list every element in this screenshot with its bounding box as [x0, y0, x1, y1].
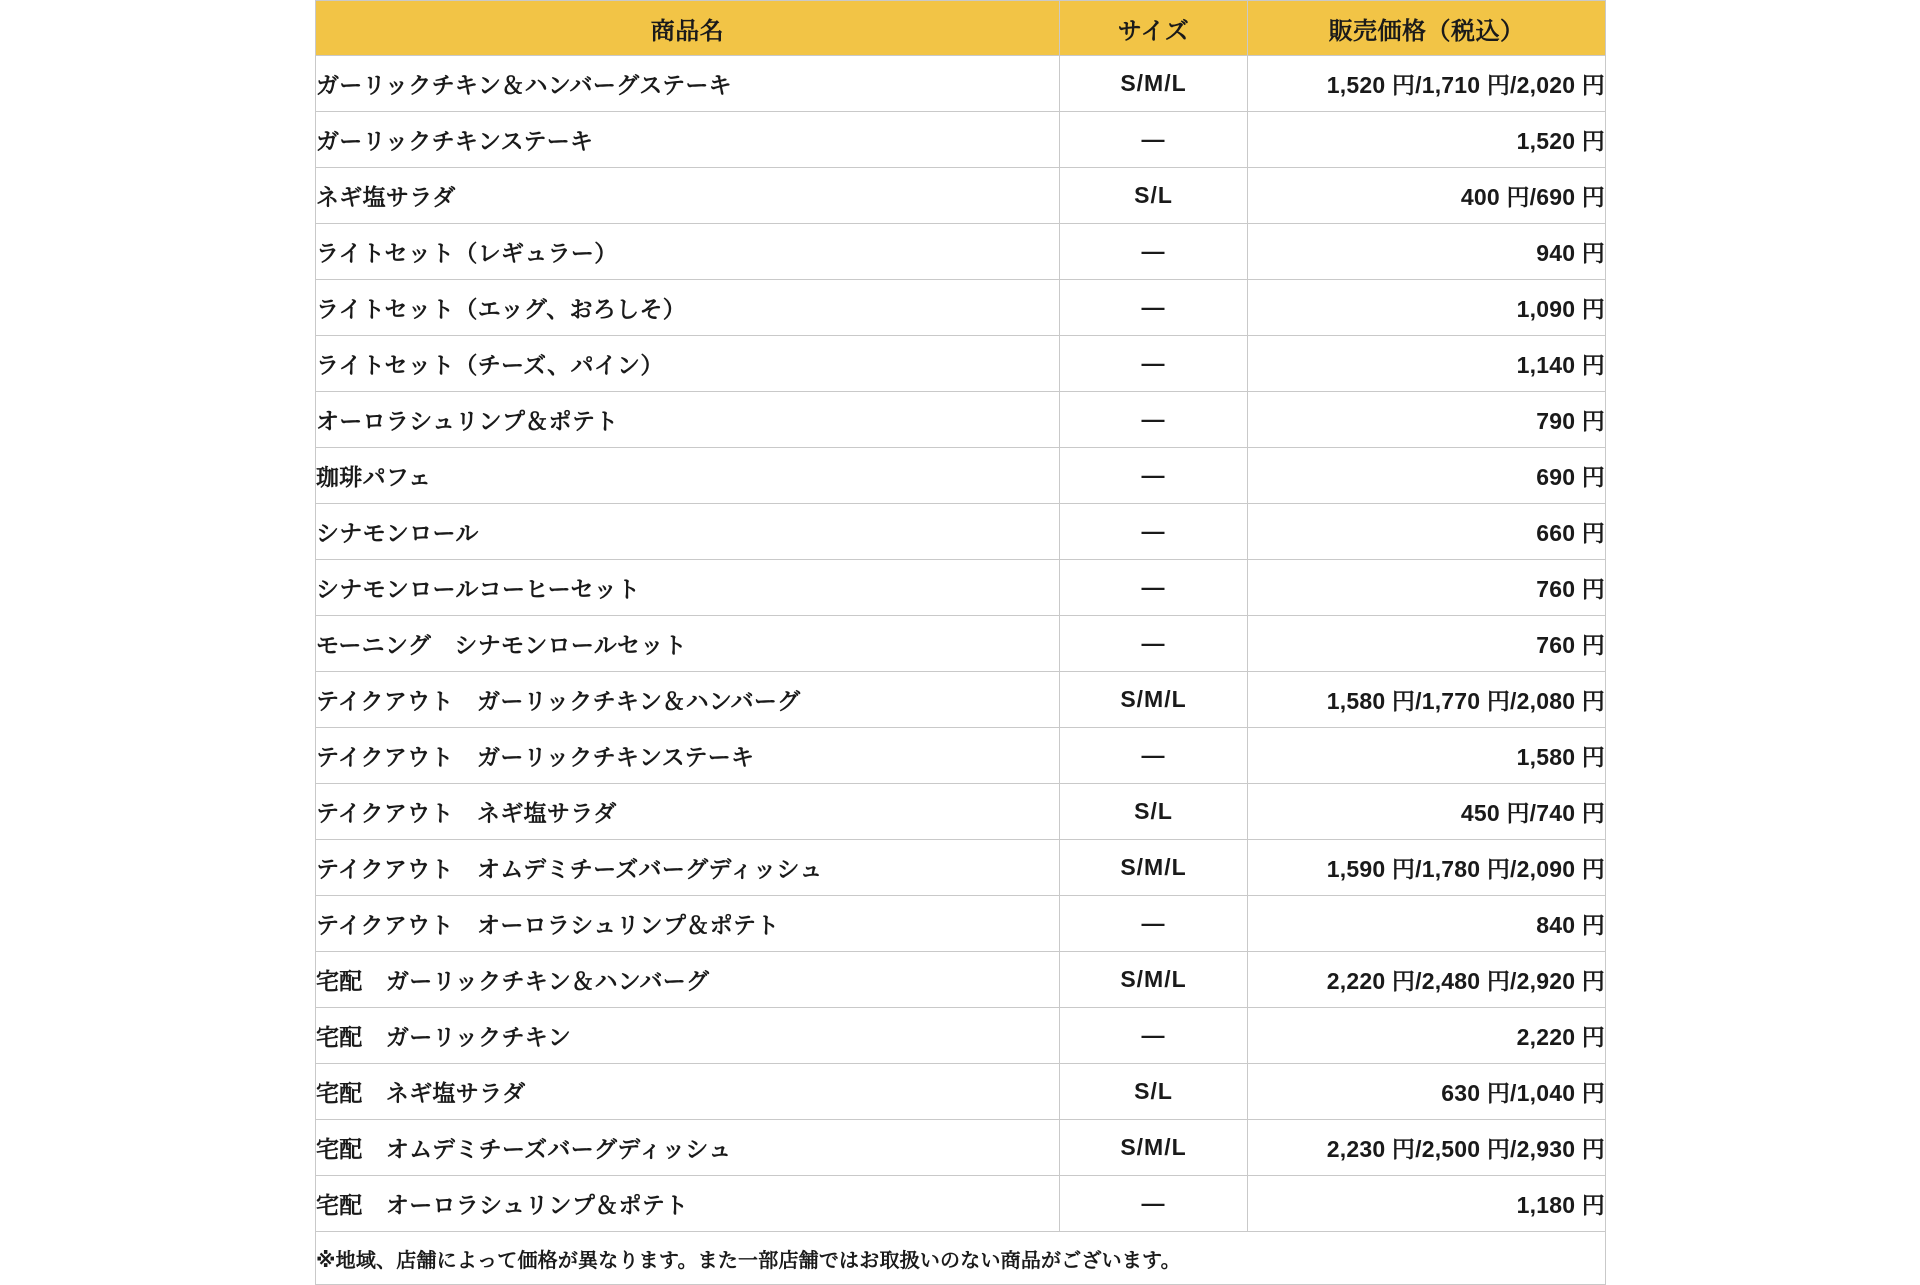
table-row — [316, 896, 1606, 952]
cell-size: S/L — [1060, 168, 1248, 224]
table-footer — [316, 1232, 1606, 1285]
table-row — [316, 1120, 1606, 1176]
cell-product-name: 宅配 ガーリックチキン — [316, 1008, 1060, 1064]
cell-product-name: ガーリックチキンステーキ — [316, 112, 1060, 168]
table-body — [316, 56, 1606, 1232]
table-row — [316, 112, 1606, 168]
cell-price: 760 円 — [1248, 616, 1606, 672]
table-row — [316, 1008, 1606, 1064]
table-row — [316, 336, 1606, 392]
cell-price: 630 円/1,040 円 — [1248, 1064, 1606, 1120]
cell-product-name: テイクアウト ネギ塩サラダ — [316, 784, 1060, 840]
cell-price: 840 円 — [1248, 896, 1606, 952]
cell-price: 1,090 円 — [1248, 280, 1606, 336]
cell-price: 760 円 — [1248, 560, 1606, 616]
cell-size: — — [1060, 896, 1248, 952]
cell-size: — — [1060, 1008, 1248, 1064]
cell-product-name: テイクアウト ガーリックチキン＆ハンバーグ — [316, 672, 1060, 728]
cell-size: — — [1060, 1176, 1248, 1232]
cell-size: S/M/L — [1060, 1120, 1248, 1176]
cell-price: 790 円 — [1248, 392, 1606, 448]
cell-product-name: 宅配 ガーリックチキン＆ハンバーグ — [316, 952, 1060, 1008]
cell-size: — — [1060, 224, 1248, 280]
cell-price: 2,220 円/2,480 円/2,920 円 — [1248, 952, 1606, 1008]
cell-size: — — [1060, 504, 1248, 560]
cell-price: 1,140 円 — [1248, 336, 1606, 392]
cell-product-name: テイクアウト ガーリックチキンステーキ — [316, 728, 1060, 784]
table-header-row — [316, 1, 1606, 56]
cell-size: — — [1060, 112, 1248, 168]
cell-size: S/M/L — [1060, 952, 1248, 1008]
table-row — [316, 392, 1606, 448]
table-row — [316, 784, 1606, 840]
cell-size: S/M/L — [1060, 672, 1248, 728]
cell-product-name: ガーリックチキン＆ハンバーグステーキ — [316, 56, 1060, 112]
price-table — [315, 0, 1606, 1285]
cell-price: 1,580 円/1,770 円/2,080 円 — [1248, 672, 1606, 728]
cell-product-name: シナモンロールコーヒーセット — [316, 560, 1060, 616]
cell-product-name: 珈琲パフェ — [316, 448, 1060, 504]
cell-product-name: 宅配 オーロラシュリンプ＆ポテト — [316, 1176, 1060, 1232]
cell-product-name: ライトセット（レギュラー） — [316, 224, 1060, 280]
table-row — [316, 448, 1606, 504]
footnote-text: ※地域、店舗によって価格が異なります。また一部店舗ではお取扱いのない商品がございます。 — [316, 1232, 1606, 1285]
cell-price: 2,230 円/2,500 円/2,930 円 — [1248, 1120, 1606, 1176]
cell-size: — — [1060, 560, 1248, 616]
cell-size: — — [1060, 336, 1248, 392]
cell-size: — — [1060, 280, 1248, 336]
cell-price: 1,580 円 — [1248, 728, 1606, 784]
cell-size: — — [1060, 616, 1248, 672]
cell-price: 1,590 円/1,780 円/2,090 円 — [1248, 840, 1606, 896]
column-header-product-name: 商品名 — [316, 1, 1060, 56]
cell-size: S/M/L — [1060, 840, 1248, 896]
table-row — [316, 672, 1606, 728]
price-table-container — [315, 0, 1605, 1285]
cell-size: — — [1060, 392, 1248, 448]
cell-price: 450 円/740 円 — [1248, 784, 1606, 840]
cell-price: 1,520 円 — [1248, 112, 1606, 168]
cell-product-name: シナモンロール — [316, 504, 1060, 560]
cell-product-name: ライトセット（チーズ、パイン） — [316, 336, 1060, 392]
cell-size: — — [1060, 728, 1248, 784]
cell-product-name: オーロラシュリンプ＆ポテト — [316, 392, 1060, 448]
cell-price: 660 円 — [1248, 504, 1606, 560]
table-row — [316, 1064, 1606, 1120]
cell-price: 690 円 — [1248, 448, 1606, 504]
cell-price: 400 円/690 円 — [1248, 168, 1606, 224]
cell-price: 1,520 円/1,710 円/2,020 円 — [1248, 56, 1606, 112]
footnote-row — [316, 1232, 1606, 1285]
cell-product-name: 宅配 オムデミチーズバーグディッシュ — [316, 1120, 1060, 1176]
cell-size: — — [1060, 448, 1248, 504]
table-row — [316, 952, 1606, 1008]
table-header — [316, 1, 1606, 56]
cell-size: S/M/L — [1060, 56, 1248, 112]
cell-size: S/L — [1060, 784, 1248, 840]
cell-price: 940 円 — [1248, 224, 1606, 280]
column-header-price: 販売価格（税込） — [1248, 1, 1606, 56]
cell-price: 2,220 円 — [1248, 1008, 1606, 1064]
cell-product-name: モーニング シナモンロールセット — [316, 616, 1060, 672]
cell-product-name: テイクアウト オムデミチーズバーグディッシュ — [316, 840, 1060, 896]
table-row — [316, 728, 1606, 784]
table-row — [316, 56, 1606, 112]
table-row — [316, 1176, 1606, 1232]
table-row — [316, 504, 1606, 560]
cell-product-name: ネギ塩サラダ — [316, 168, 1060, 224]
cell-price: 1,180 円 — [1248, 1176, 1606, 1232]
table-row — [316, 840, 1606, 896]
table-row — [316, 224, 1606, 280]
table-row — [316, 280, 1606, 336]
table-row — [316, 560, 1606, 616]
cell-product-name: テイクアウト オーロラシュリンプ＆ポテト — [316, 896, 1060, 952]
table-row — [316, 616, 1606, 672]
table-row — [316, 168, 1606, 224]
cell-size: S/L — [1060, 1064, 1248, 1120]
cell-product-name: 宅配 ネギ塩サラダ — [316, 1064, 1060, 1120]
cell-product-name: ライトセット（エッグ、おろしそ） — [316, 280, 1060, 336]
column-header-size: サイズ — [1060, 1, 1248, 56]
